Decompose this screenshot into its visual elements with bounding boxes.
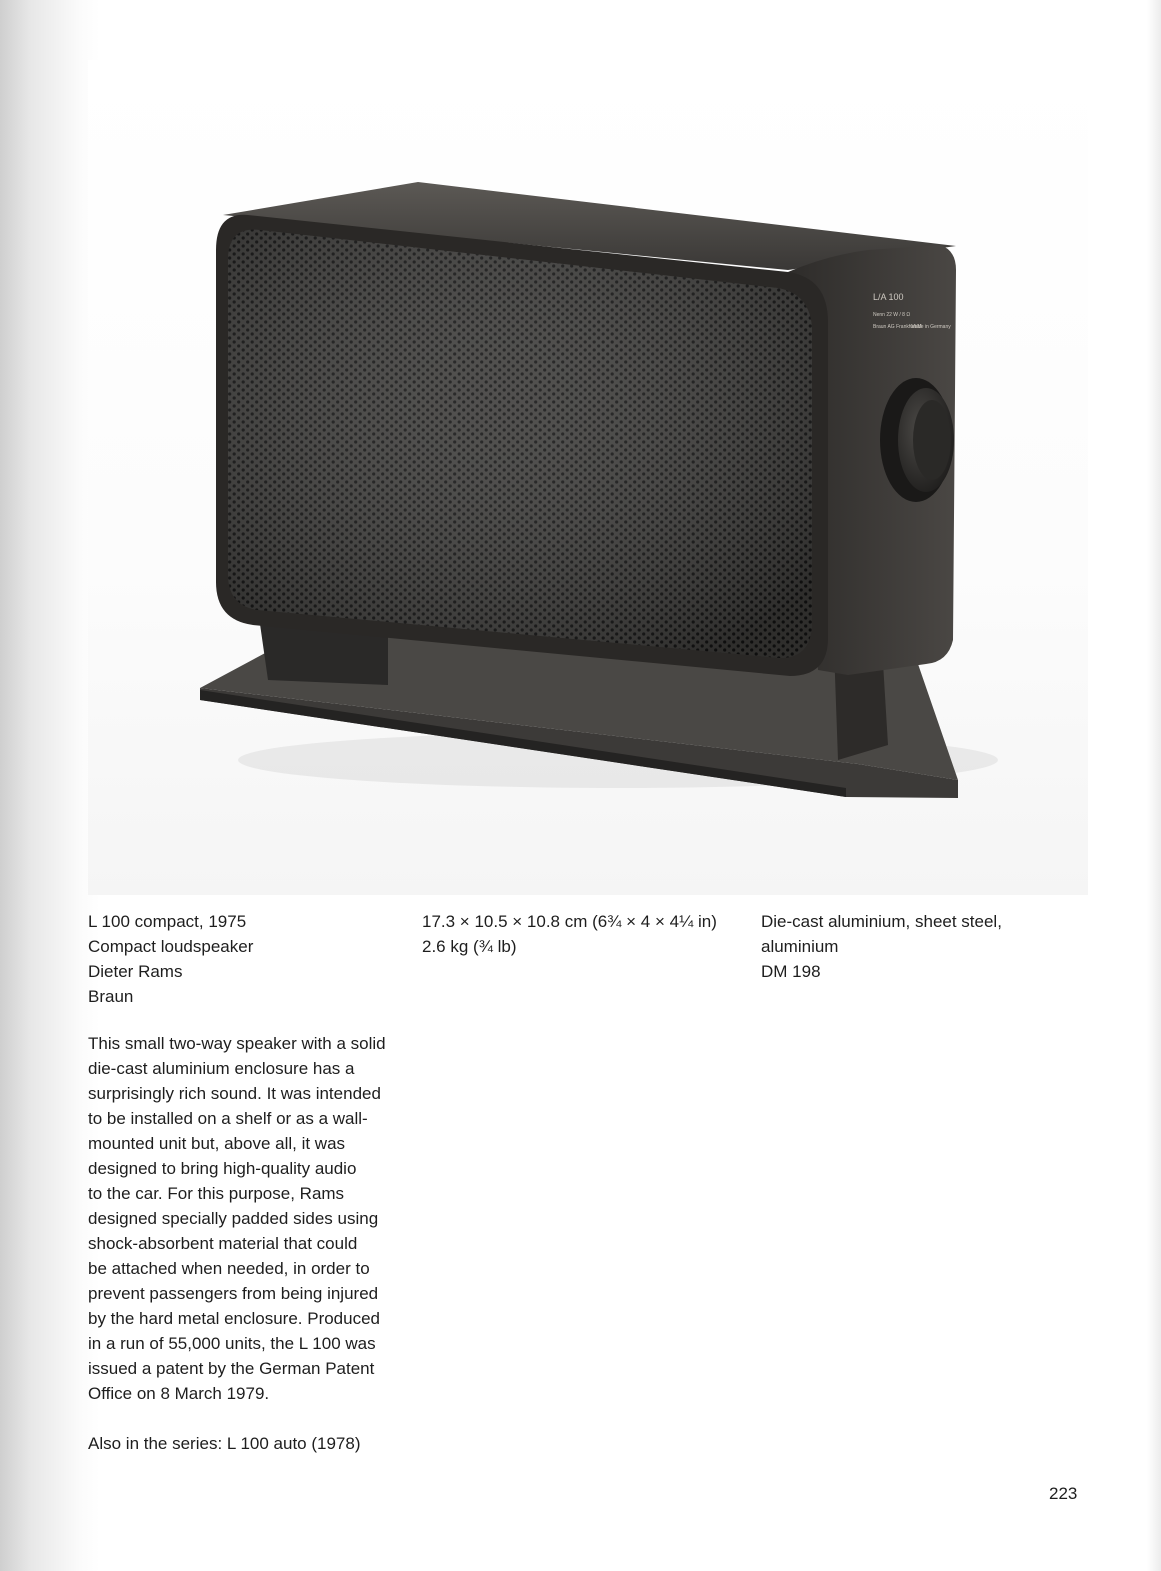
description-line: designed specially padded sides using: [88, 1209, 379, 1228]
label-line2: Braun AG Frankfurt/M: [873, 324, 922, 330]
product-info: [88, 909, 253, 1009]
product-materials: [761, 909, 1002, 984]
description-line: by the hard metal enclosure. Produced: [88, 1309, 381, 1328]
product-title: L 100 compact, 1975: [88, 912, 247, 931]
description: [88, 1031, 418, 1406]
label-line1: Nenn 22 W / 8 Ω: [873, 312, 911, 318]
product-photo: [88, 60, 1088, 895]
series-note: Also in the series: L 100 auto (1978): [88, 1434, 361, 1453]
description-line: mounted unit but, above all, it was: [88, 1134, 346, 1153]
label-line3: Made in Germany: [911, 324, 951, 330]
description-line: designed to bring high-quality audio: [88, 1159, 357, 1178]
description-line: to be installed on a shelf or as a wall-: [88, 1109, 368, 1128]
product-manufacturer: Braun: [88, 987, 134, 1006]
description-line: die-cast aluminium enclosure has a: [88, 1059, 355, 1078]
description-line: This small two-way speaker with a solid: [88, 1034, 386, 1053]
materials-line-1: Die-cast aluminium, sheet steel,: [761, 912, 1002, 931]
product-price: DM 198: [761, 962, 821, 981]
page-edge: [1147, 0, 1161, 1571]
product-designer: Dieter Rams: [88, 962, 183, 981]
description-line: be attached when needed, in order to: [88, 1259, 370, 1278]
description-line: to the car. For this purpose, Rams: [88, 1184, 345, 1203]
description-line: surprisingly rich sound. It was intended: [88, 1084, 381, 1103]
product-specs: [422, 909, 717, 959]
spec-weight: 2.6 kg (¾ lb): [422, 937, 517, 956]
description-line: in a run of 55,000 units, the L 100 was: [88, 1334, 376, 1353]
page-number: 223: [1049, 1484, 1078, 1503]
description-line: Office on 8 March 1979.: [88, 1384, 270, 1403]
label-model: L/A 100: [873, 292, 904, 302]
description-line: shock-absorbent material that could: [88, 1234, 358, 1253]
description-line: issued a patent by the German Patent: [88, 1359, 375, 1378]
product-type: Compact loudspeaker: [88, 937, 254, 956]
description-line: prevent passengers from being injured: [88, 1284, 379, 1303]
materials-line-2: aluminium: [761, 937, 839, 956]
spec-dimensions: 17.3 × 10.5 × 10.8 cm (6¾ × 4 × 4¼ in): [422, 912, 717, 931]
